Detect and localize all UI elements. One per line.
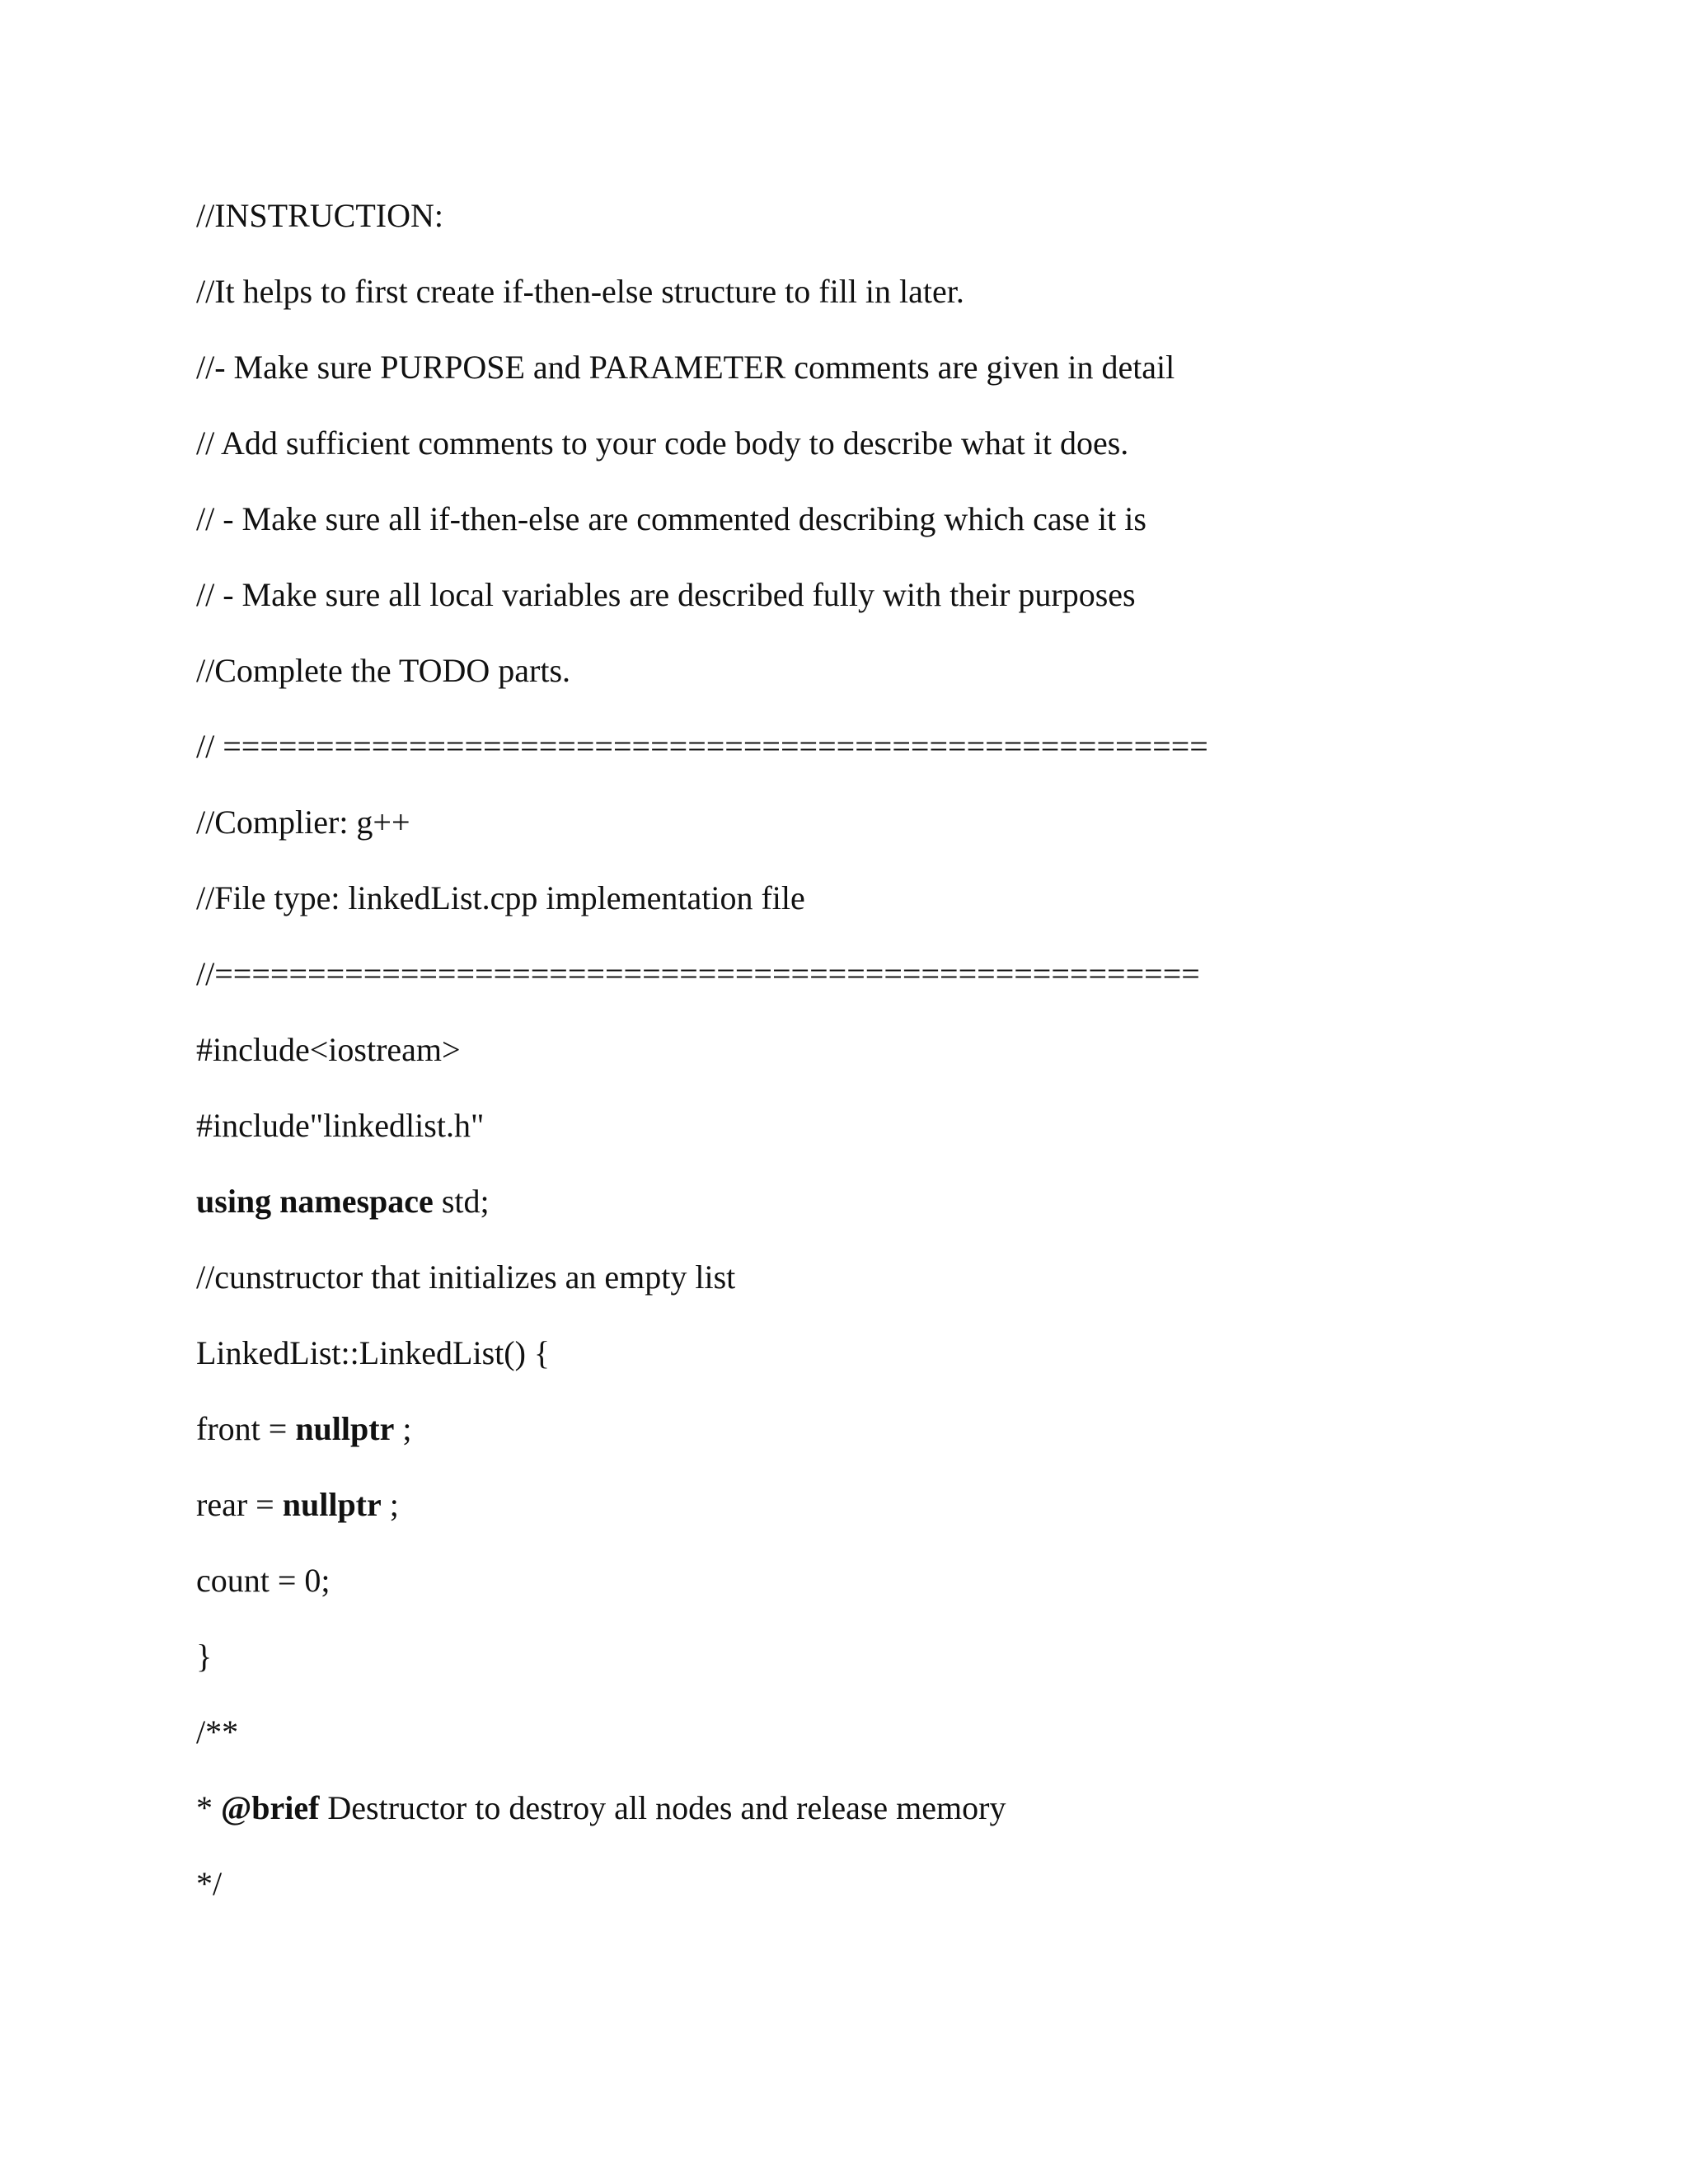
front-lhs: front =: [196, 1410, 296, 1447]
instruction-line-4: // - Make sure all if-then-else are commented describing which case it is: [196, 500, 1146, 537]
brief-prefix: *: [196, 1789, 221, 1826]
include-iostream: #include<iostream>: [196, 1031, 461, 1068]
separator-line-2: //=====================================================: [196, 955, 1200, 992]
instruction-heading: //INSTRUCTION:: [196, 197, 443, 234]
closing-brace: }: [196, 1638, 213, 1675]
compiler-comment: //Complier: g++: [196, 804, 410, 841]
instruction-line-2: //- Make sure PURPOSE and PARAMETER comments are given in detail: [196, 349, 1175, 386]
doc-comment-open: /**: [196, 1713, 239, 1750]
brief-text: Destructor to destroy all nodes and release memory: [319, 1789, 1006, 1826]
keyword-brief: @brief: [221, 1789, 320, 1826]
count-assignment: count = 0;: [196, 1562, 331, 1599]
rear-assignment: [196, 1485, 399, 1525]
instruction-line-5: // - Make sure all local variables are described fully with their purposes: [196, 576, 1136, 613]
instruction-line-3: // Add sufficient comments to your code body to describe what it does.: [196, 424, 1129, 462]
namespace-std: std;: [433, 1183, 490, 1220]
include-linkedlist: #include"linkedlist.h": [196, 1107, 485, 1144]
front-terminator: ;: [394, 1410, 412, 1447]
keyword-nullptr: nullptr: [282, 1486, 382, 1523]
instruction-line-6: //Complete the TODO parts.: [196, 652, 571, 689]
rear-terminator: ;: [381, 1486, 399, 1523]
file-type-comment: //File type: linkedList.cpp implementation file: [196, 879, 805, 916]
keyword-nullptr: nullptr: [295, 1410, 395, 1447]
constructor-comment: //cunstructor that initializes an empty list: [196, 1258, 736, 1296]
constructor-signature: LinkedList::LinkedList() {: [196, 1334, 551, 1371]
using-namespace-line: [196, 1182, 490, 1221]
keyword-using-namespace: using namespace: [196, 1183, 434, 1220]
separator-line-1: // =====================================================: [196, 728, 1208, 765]
doc-comment-close: */: [196, 1865, 223, 1902]
front-assignment: [196, 1409, 411, 1449]
rear-lhs: rear =: [196, 1486, 283, 1523]
destructor-brief: [196, 1788, 1006, 1828]
instruction-line-1: //It helps to first create if-then-else structure to fill in later.: [196, 273, 964, 310]
